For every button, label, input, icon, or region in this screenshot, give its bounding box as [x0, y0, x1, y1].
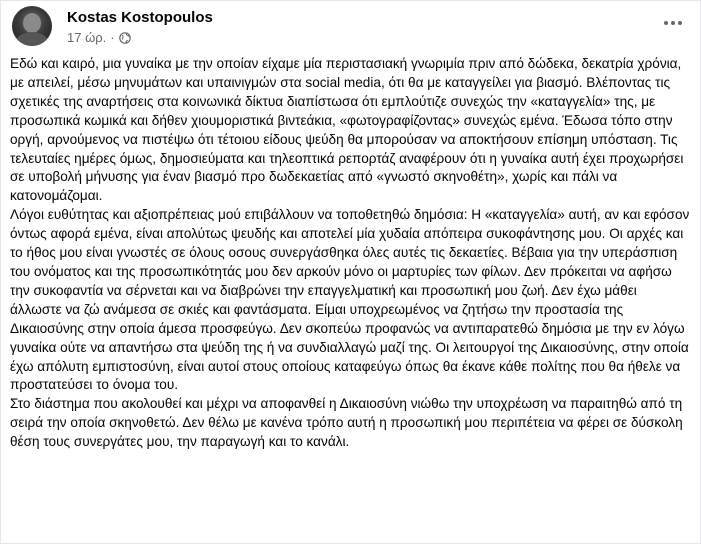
avatar[interactable]: [12, 6, 52, 46]
separator-dot: ·: [110, 30, 115, 45]
post-paragraph: Λόγοι ευθύτητας και αξιοπρέπειας μού επιβάλλουν να τοποθετηθώ δημόσια: Η «καταγγελία» αυτή, αν και εφόσον όντως αφορά εμένα, είναι απολύτως ψευδής και αποτελεί μία χυδαία απόπειρα συκοφάντησης μου. Οι αρχές και το ήθος μου είναι γνωστές σε όλους οσους συνεργάσθηκα όλες αυτές τις δεκαετίες. Βέβαια για την υπεράσπιση του ονόματος και της προσωπικότητάς μου δεν αρκούν μόνο οι μαρτυρίες των φίλων. Δεν πρόκειται να αφήσω την συκοφαντία να σέρνεται και να διαβρώνει την επαγγελματική και προσωπική μου ζωή. Δεν έχω μάθει άλλωστε να ζώ ανάμεσα σε σκιές και φαντάσματα. Είμαι υποχρεωμένος να ζητήσω την προστασία της Δικαιοσύνης στην οποία άμεσα προσφεύγω. Δεν σκοπεύω προφανώς να αντιπαρατεθώ δημόσια με την εν λόγω γυναίκα ούτε να απαντήσω στα ψεύδη της ή να συνδιαλλαγώ μαζί της. Οι λειτουργοί της Δικαιοσύνης, στην οποία έχω απόλυτη εμπιστοσύνη, είναι αυτοί στους οποίους καταφεύγω όπως θα έκανε κάθε πολίτης που θα ήθελε να προστατεύσει το όνομα του.: [10, 207, 690, 393]
more-options-icon[interactable]: [658, 11, 688, 35]
author-name[interactable]: Kostas Kostopoulos: [67, 9, 213, 26]
post-paragraph: Στο διάστημα που ακολουθεί και μέχρι να αποφανθεί η Δικαιοσύνη νιώθω την υποχρέωση να παραιτηθώ από τη σειρά την οποία σκηνοθετώ. Δεν θέλω με κανένα τρόπο αυτή η προσωπική μου περιπέτεια να φέρει σε δύσκολη θέση τους συνεργάτες μου, την παραγωγή και το κανάλι.: [10, 396, 683, 450]
timestamp[interactable]: 17 ώρ.: [67, 30, 107, 45]
post-header: [12, 5, 692, 49]
globe-icon[interactable]: [119, 32, 131, 44]
post-paragraph: Εδώ και καιρό, μια γυναίκα με την οποίαν είχαμε μία περιστασιακή γνωριμία πριν από δώδεκα, δεκατρία χρόνια, με απειλεί, μέσω μηνυμάτων και υπαινιγμών στα social media, ότι θα με καταγγείλει για βιασμό. Βλέποντας τις σχετικές της αναρτήσεις στα κοινωνικά δίκτυα διαπίστωσα ότι εμπλούτιζε συνεχώς την «καταγγελία» της, με προσωπικά κωμικά και δήθεν χιουμοριστικά βιντεάκια, «φωτογραφίζοντας» συνεχώς εμένα. Έδωσα τόπο στην οργή, αρνούμενος να πιστέψω ότι τέτοιου είδους ψεύδη θα μπορούσαν να αποκτήσουν επίσημη υπόσταση. Τις τελευταίες ημέρες όμως, δημοσιεύματα και τηλεοπτικά ρεπορτάζ αναφέρουν ότι η γυναίκα αυτή έχει προχωρήσει σε υποβολή μήνυσης για έναν βιασμό προ δωδεκαετίας από «γνωστό σκηνοθέτη», χωρίς και πάλι να κατονομάζομαι.: [10, 56, 684, 204]
post-meta: [67, 30, 131, 45]
post-body: [10, 55, 692, 452]
